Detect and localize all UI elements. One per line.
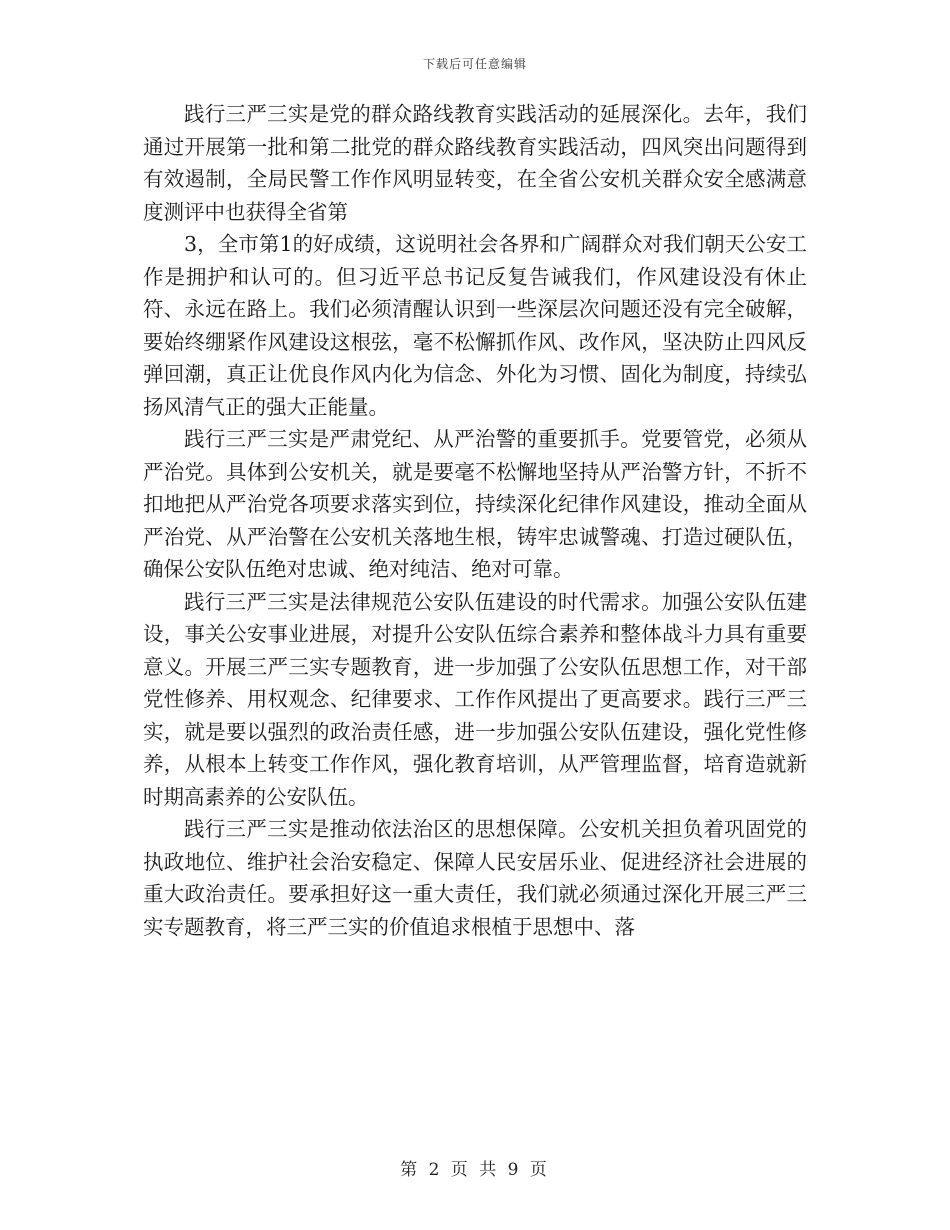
- page-header: 下载后可任意编辑: [422, 57, 527, 71]
- paragraph: 践行三严三实是党的群众路线教育实践活动的延展深化。去年，我们通过开展第一批和第二批党的群众路线教育实践活动，四风突出问题得到有效遏制，全局民警工作作风明显转变，在全省公安机关群众安全感满意度测评中也获得全省第: [143, 102, 807, 224]
- paragraph: 3，全市第1的好成绩，这说明社会各界和广阔群众对我们朝天公安工作是拥护和认可的。但习近平总书记反复告诫我们，作风建设没有休止符、永远在路上。我们必须清醒认识到一些深层次问题还没有完全破解，要始终绷紧作风建设这根弦，毫不松懈抓作风、改作风，坚决防止四风反弹回潮，真正让优良作风内化为信念、外化为习惯、固化为制度，持续弘扬风清气正的强大正能量。: [143, 232, 807, 419]
- paragraph: 践行三严三实是法律规范公安队伍建设的时代需求。加强公安队伍建设，事关公安事业进展，对提升公安队伍综合素养和整体战斗力具有重要意义。开展三严三实专题教育，进一步加强了公安队伍思想工作，对干部党性修养、用权观念、纪律要求、工作作风提出了更高要求。践行三严三实，就是要以强烈的政治责任感，进一步加强公安队伍建设，强化党性修养，从根本上转变工作作风，强化教育培训，从严管理监督，培育造就新时期高素养的公安队伍。: [143, 589, 807, 809]
- paragraph: 践行三严三实是推动依法治区的思想保障。公安机关担负着巩固党的执政地位、维护社会治安稳定、保障人民安居乐业、促进经济社会进展的重大政治责任。要承担好这一重大责任，我们就必须通过深化开展三严三实专题教育，将三严三实的价值追求根植于思想中、落: [143, 817, 807, 939]
- page-number: 第 2 页 共 9 页: [400, 1160, 550, 1180]
- document-body: [143, 98, 807, 943]
- paragraph: 践行三严三实是严肃党纪、从严治警的重要抓手。党要管党，必须从严治党。具体到公安机关，就是要毫不松懈地坚持从严治警方针，不折不扣地把从严治党各项要求落实到位，持续深化纪律作风建设，推动全面从严治党、从严治警在公安机关落地生根，铸牢忠诚警魂、打造过硬队伍，确保公安队伍绝对忠诚、绝对纯洁、绝对可靠。: [143, 427, 807, 581]
